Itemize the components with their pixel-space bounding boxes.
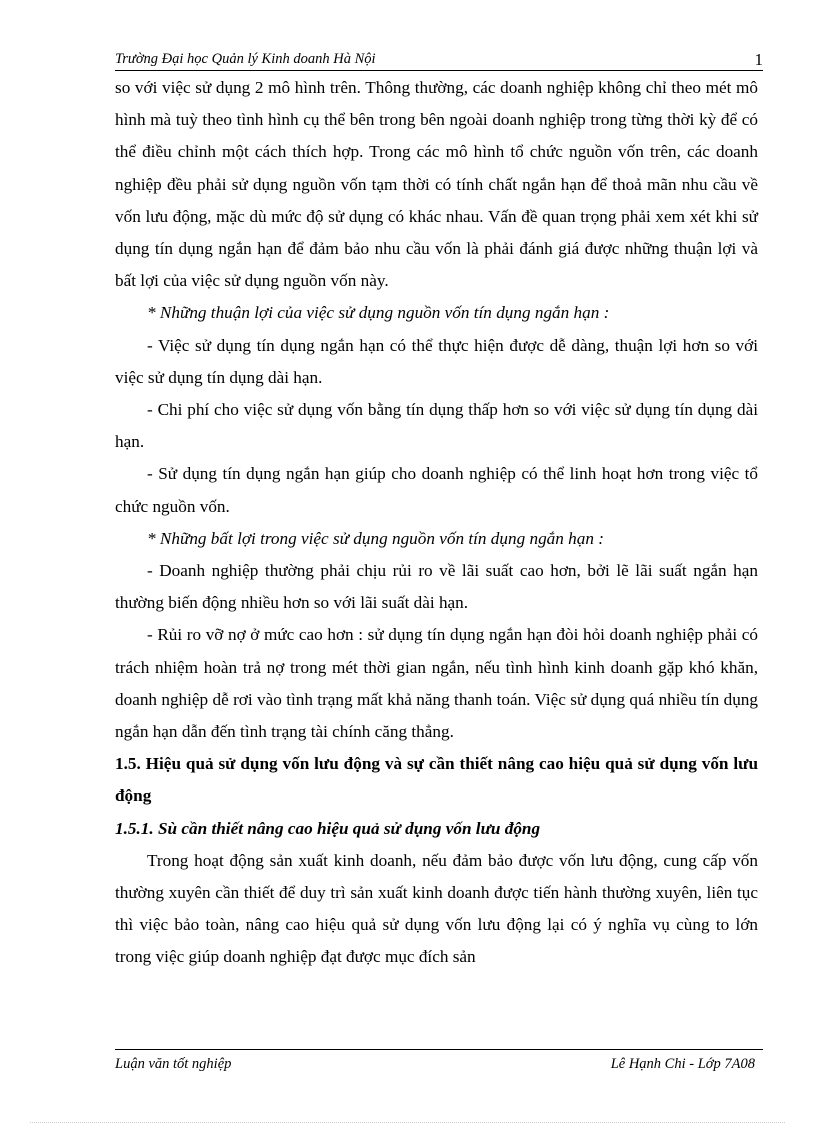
document-body [115, 72, 758, 974]
footer-thesis-label: Luận văn tốt nghiệp [115, 1056, 232, 1072]
footer-author: Lê Hạnh Chi - Lớp 7A08 [610, 1056, 755, 1072]
advantage-item: - Chi phí cho việc sử dụng vốn bằng tín dụng thấp hơn so với việc sử dụng tín dụng dài hạn. [115, 400, 758, 452]
section-heading-1-5-1: 1.5.1. Sù cần thiết nâng cao hiệu quả sử dụng vốn lưu động [115, 818, 541, 838]
disadvantage-item: - Doanh nghiệp thường phải chịu rủi ro về lãi suất cao hơn, bởi lẽ lãi suất ngắn hạn thường biến động nhiều hơn so với lãi suất dài hạn. [115, 561, 758, 613]
heading-advantages: * Những thuận lợi của việc sử dụng nguồn vốn tín dụng ngắn hạn : [147, 303, 610, 323]
school-name: Trường Đại học Quản lý Kinh doanh Hà Nội [115, 51, 376, 67]
paragraph-intro: Trong hoạt động sản xuất kinh doanh, nếu đảm bảo được vốn lưu động, cung cấp vốn thường xuyên cần thiết để duy trì sản xuất kinh doanh được tiến hành thường xuyên, liên tục thì việc bảo toàn, nâng cao hiệu quả sử dụng vốn lưu động lại có ý nghĩa vụ cùng to lớn trong việc giúp doanh nghiệp đạt được mục đích sản [115, 850, 758, 967]
advantage-item: - Sử dụng tín dụng ngắn hạn giúp cho doanh nghiệp có thể linh hoạt hơn trong việc tổ chức nguồn vốn. [115, 464, 758, 516]
advantage-item: - Việc sử dụng tín dụng ngắn hạn có thể thực hiện được dễ dàng, thuận lợi hơn so với việc sử dụng tín dụng dài hạn. [115, 335, 758, 387]
page-number: 1 [754, 50, 763, 69]
section-heading-1-5: 1.5. Hiệu quả sử dụng vốn lưu động và sự cần thiết nâng cao hiệu quả sử dụng vốn lưu động [115, 754, 758, 806]
disadvantage-item: - Rủi ro vỡ nợ ở mức cao hơn : sử dụng tín dụng ngắn hạn đòi hỏi doanh nghiệp phải có trách nhiệm hoàn trả nợ trong mét thời gian ngắn, nếu tình hình kinh doanh gặp khó khăn, doanh nghiệp dễ rơi vào tình trạng mất khả năng thanh toán. Việc sử dụng quá nhiều tín dụng ngắn hạn dẫn đến tình trạng tài chính căng thẳng. [115, 625, 758, 742]
paragraph-continuation: so với việc sử dụng 2 mô hình trên. Thông thường, các doanh nghiệp không chỉ theo mét mô hình mà tuỳ theo tình hình cụ thể bên trong bên ngoài doanh nghiệp trong từng thời kỳ để có thể điều chỉnh một cách thích hợp. Trong các mô hình tổ chức nguồn vốn trên, các doanh nghiệp đều phải sử dụng nguồn vốn tạm thời có tính chất ngắn hạn để thoả mãn nhu cầu về vốn lưu động, mặc dù mức độ sử dụng có khác nhau. Vấn đề quan trọng phải xem xét khi sử dụng tín dụng ngắn hạn để đảm bảo nhu cầu vốn là phải đánh giá được những thuận lợi và bất lợi của việc sử dụng nguồn vốn này. [115, 78, 758, 291]
page-footer [115, 1049, 763, 1073]
heading-disadvantages: * Những bất lợi trong việc sử dụng nguồn vốn tín dụng ngắn hạn : [147, 528, 604, 548]
page-header [115, 50, 763, 71]
